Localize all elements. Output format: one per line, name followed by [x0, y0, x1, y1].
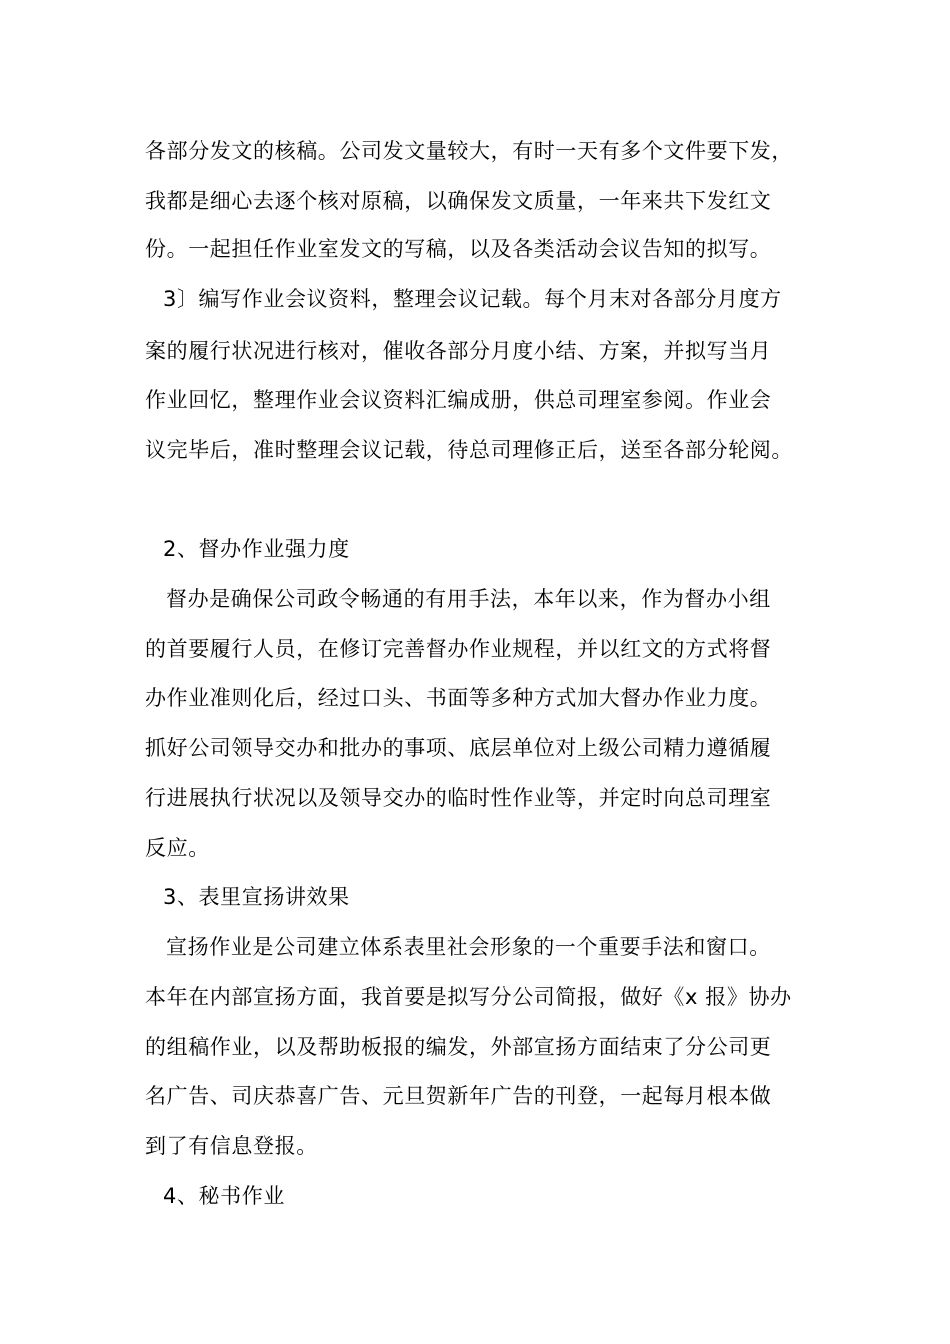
text-line: 本年在内部宣扬方面，我首要是拟写分公司简报，做好《x 报》协办	[145, 985, 792, 1009]
text-line: 份。一起担任作业室发文的写稿，以及各类活动会议告知的拟写。	[145, 237, 772, 261]
text-line: 督办是确保公司政令畅通的有用手法，本年以来，作为督办小组	[166, 587, 771, 611]
text-line: 反应。	[145, 836, 210, 860]
text-line: 议完毕后，准时整理会议记载，待总司理修正后，送至各部分轮阅。	[145, 438, 793, 462]
text-line: 宣扬作业是公司建立体系表里社会形象的一个重要手法和窗口。	[166, 935, 771, 959]
text-line: 抓好公司领导交办和批办的事项、底层单位对上级公司精力遵循履	[145, 736, 772, 760]
text-line: 我都是细心去逐个核对原稿，以确保发文质量，一年来共下发红文	[145, 189, 772, 213]
text-line: 案的履行状况进行核对，催收各部分月度小结、方案，并拟写当月	[145, 339, 772, 363]
text-line: 行进展执行状况以及领导交办的临时性作业等，并定时向总司理室	[145, 786, 772, 810]
text-line: 办作业准则化后，经过口头、书面等多种方式加大督办作业力度。	[145, 686, 772, 710]
text-line: 的组稿作业，以及帮助板报的编发，外部宣扬方面结束了分公司更	[145, 1035, 772, 1059]
text-line: 的首要履行人员，在修订完善督办作业规程，并以红文的方式将督	[145, 637, 772, 661]
text-line: 3〕编写作业会议资料，整理会议记载。每个月末对各部分月度方	[163, 287, 782, 311]
text-line: 到了有信息登报。	[145, 1134, 318, 1158]
section-heading: 3、表里宣扬讲效果	[163, 885, 350, 909]
section-heading: 4、秘书作业	[163, 1184, 285, 1208]
text-line: 各部分发文的核稿。公司发文量较大，有时一天有多个文件要下发，	[145, 139, 793, 163]
text-line: 作业回忆，整理作业会议资料汇编成册，供总司理室参阅。作业会	[145, 388, 772, 412]
section-heading: 2、督办作业强力度	[163, 537, 350, 561]
text-line: 名广告、司庆恭喜广告、元旦贺新年广告的刊登，一起每月根本做	[145, 1084, 772, 1108]
